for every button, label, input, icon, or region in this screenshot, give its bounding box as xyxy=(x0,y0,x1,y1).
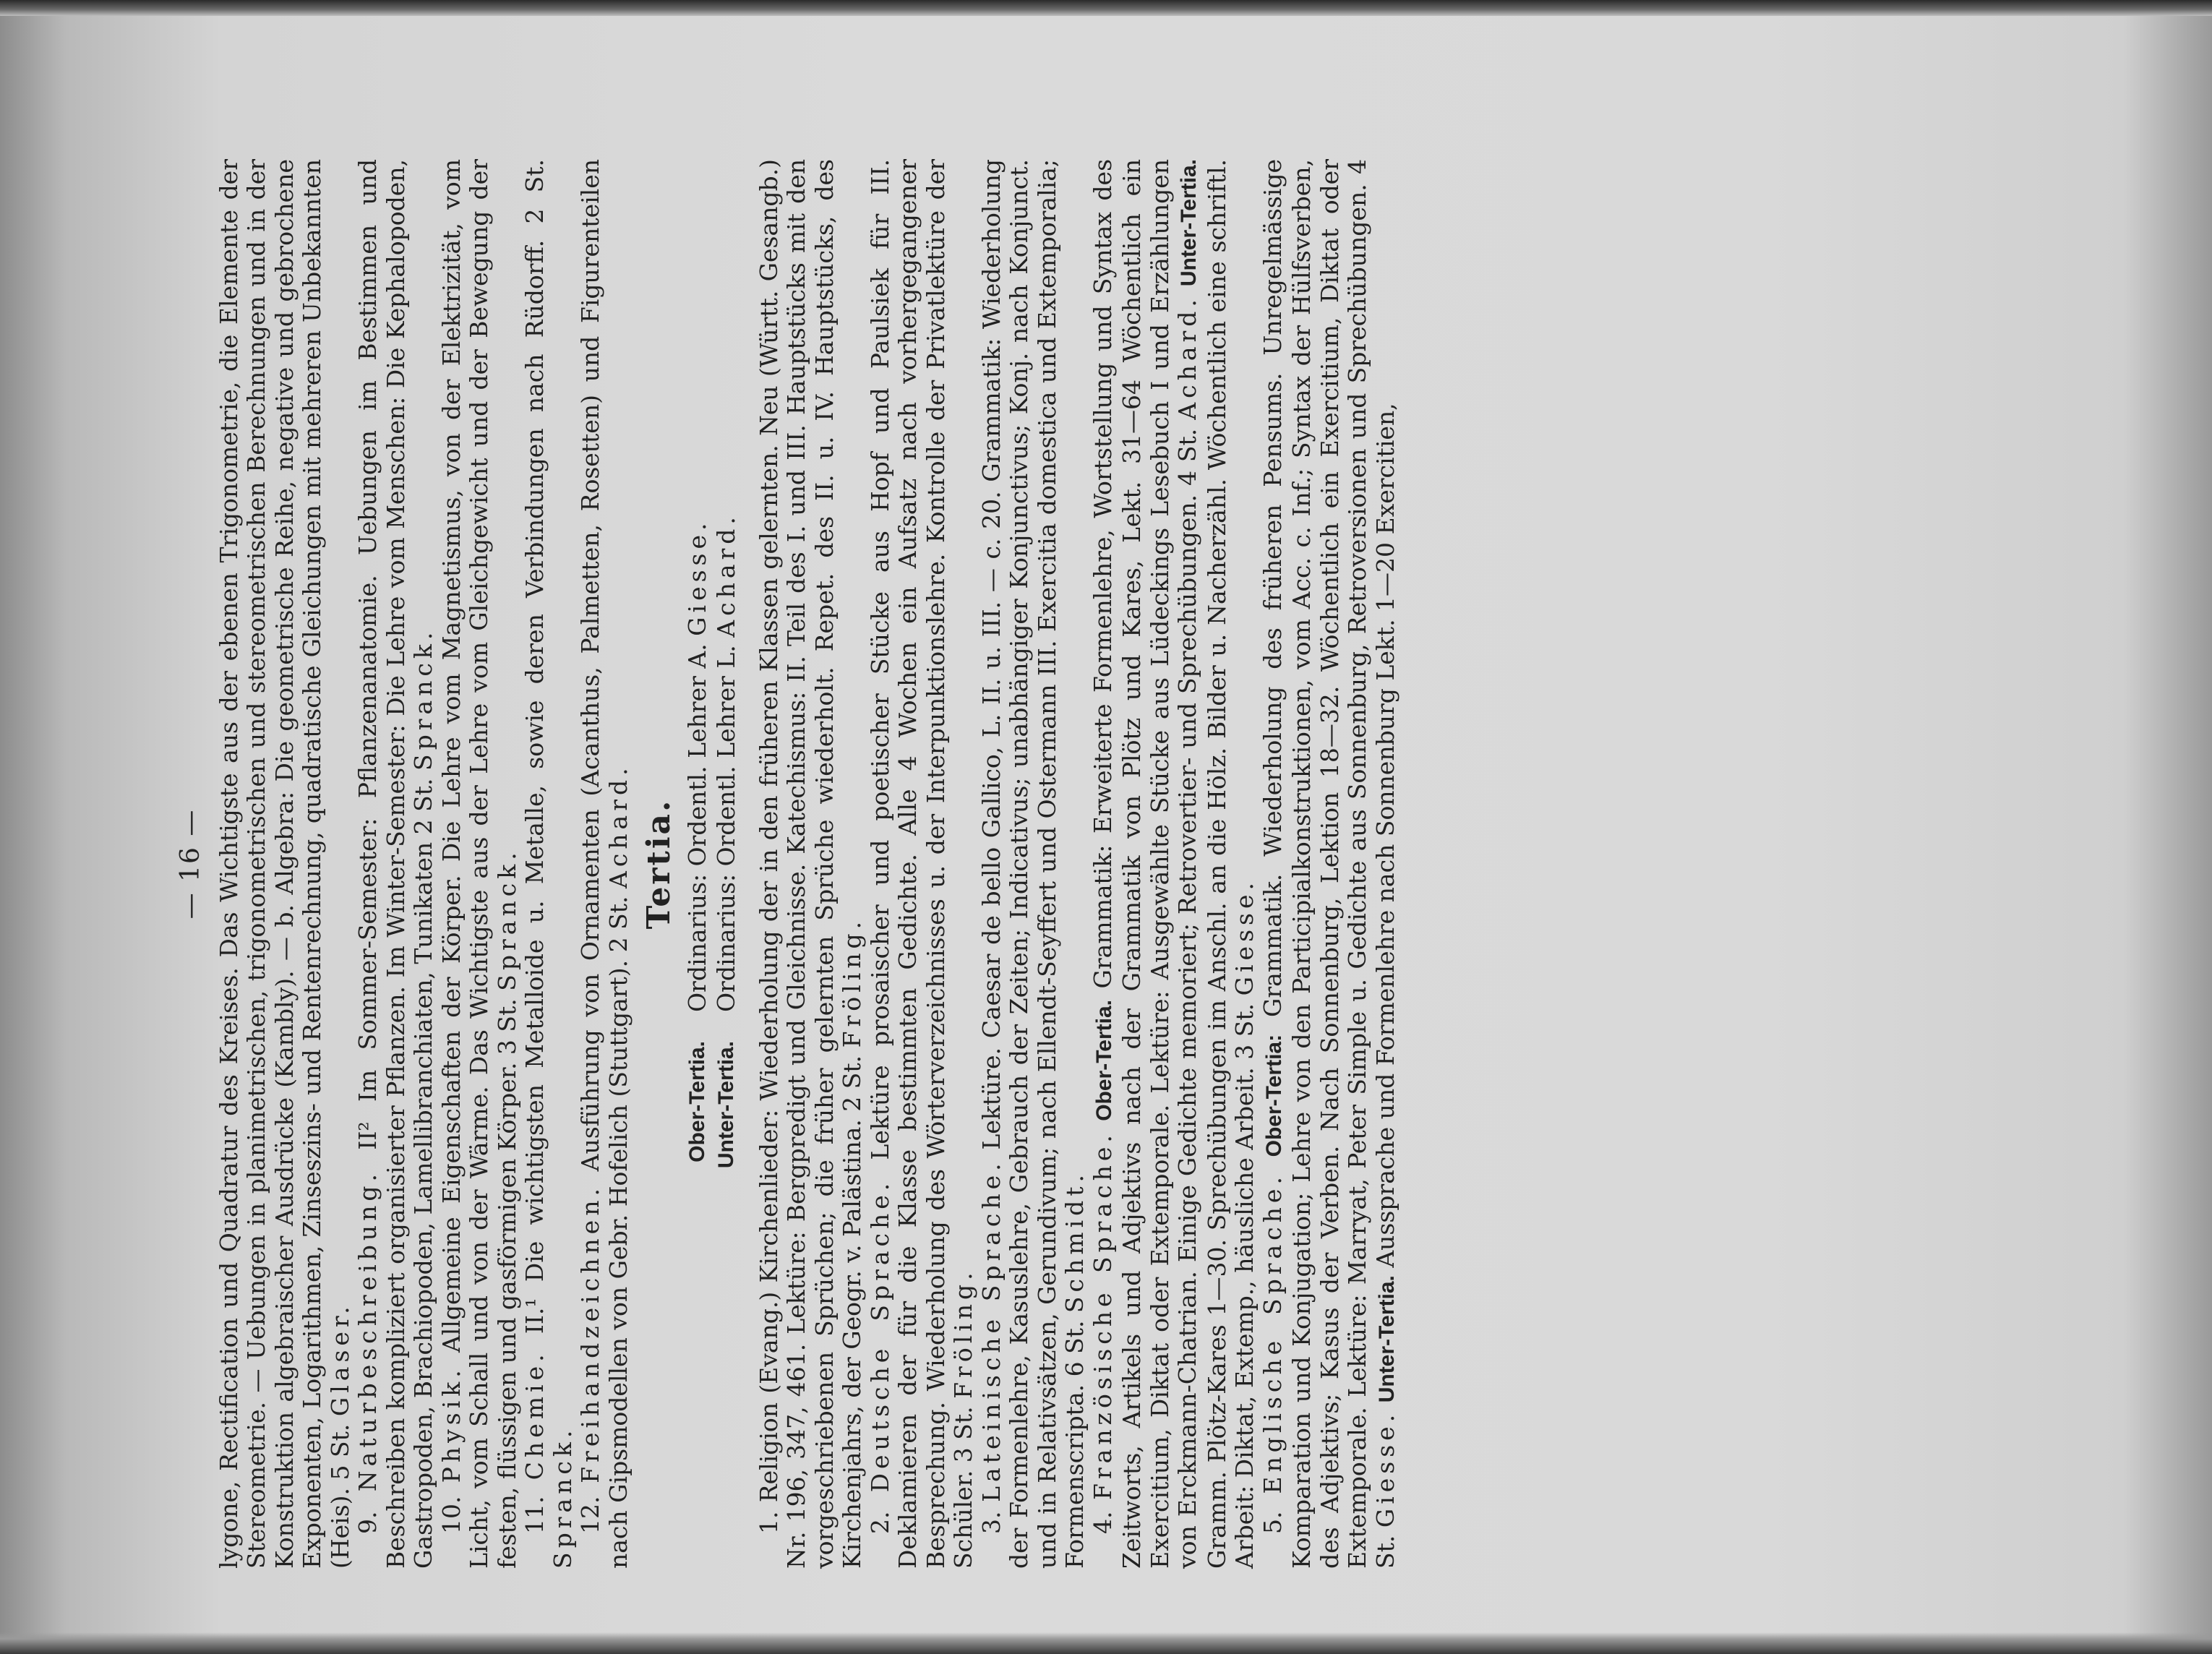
spacer xyxy=(742,159,755,1569)
section-title-tertia: Tertia. xyxy=(640,798,677,930)
geometry-text: lygone, Rectification und Quadratur des Kreises. Das Wichtigste aus der ebenen Trigonometrie, die Elemente der Stereometrie. — Uebungen in planimetrischen, trigonometrischen und stereometrischen Berechnungen und in der Konstruktion algebraischer Ausdrücke (Kambly). — b. Algebra: Die geometrische Reihe, negative und gebrochene Exponenten, Logarithmen, Zinseszins- und Rentenrechnung, quadratische Gleichungen mit mehreren Unbekannten (Heis). 5 St. xyxy=(214,159,354,1569)
ordinarius-role: Ordinarius: Ordentl. Lehrer A. xyxy=(682,635,711,1012)
ordinarius-text xyxy=(684,159,712,1012)
ordinarius-text xyxy=(713,159,741,1012)
class-label: Unter-Tertia. xyxy=(1374,1275,1399,1403)
ordinarius-unter-tertia xyxy=(713,159,741,1569)
subject-text: Grammatik. Wiederholung des früheren Pensums. Unregelmässige Komparation und Konjugation; Lehre von den Participialkonstruktionen, vom Acc. c. Inf.; Syntax der Hülfsverben, des Adjektivs; Kasus der Verben. Nach Sonnenburg, Lektion 18—32. Wöchentlich ein Exercitium, Diktat oder Extemporale. Lektüre: Marryat, Peter Simple u. Gedichte aus Sonnenburg, Retroversionen und Sprechübungen. 4 St. xyxy=(1258,158,1399,1569)
subject-text: Lektüre prosaischer und poetischer Stücke aus Hopf und Paulsiek für III. Deklamieren der für die Klasse bestimmten Gedichte. Alle 4 Wochen ein Aufsatz nach vorhergegangener Besprechung. Wiederholung des Wörterverzeichnisses u. der Interpunktionslehre. Kontrolle der Privatlektüre der Schüler. 3 St. xyxy=(865,159,977,1569)
teacher-name: Giesse. xyxy=(1230,878,1259,996)
subject-text: Aussprache und Formenlehre nach Sonnenburg Lekt. 1—20 Exercitien, xyxy=(1371,403,1399,1276)
page-number: — 16 — xyxy=(176,808,205,920)
book-edge-bottom xyxy=(0,1632,2212,1654)
religion-paragraph xyxy=(755,159,867,1569)
item-number: 2. xyxy=(865,1492,894,1534)
teacher-name: Giesse. xyxy=(1371,1410,1399,1528)
teacher-name: Achard. xyxy=(1173,295,1201,420)
item-number: 11. xyxy=(520,1480,549,1534)
item-number: 12. xyxy=(576,1483,604,1534)
subject-heading: Englische Sprache. xyxy=(1258,1173,1287,1494)
subject-text: Grammatik: Erweiterte Formenlehre, Wortstellung und Syntax des Zeitworts, Artikels und Adjektivs nach der Grammatik von Plötz und Kares, Lekt. 31—64 Wöchentlich ein Exercitium, Diktat oder Extemporale. Lektüre: Ausgewählte Stücke aus Lüdeckings Lesebuch I und Erzählungen von Erckmann-Chatrian. Einige Gedichte memoriert; Retrovertier- und Sprechübungen. 4 St. xyxy=(1088,159,1201,1569)
latein-paragraph xyxy=(978,159,1089,1569)
subject-text: II.¹ Die wichtigsten Metalloide u. Metalle, sowie deren Verbindungen nach Rüdorff. 2 St. xyxy=(520,158,549,1350)
teacher-name: Spranck. xyxy=(409,627,437,771)
deutsch-paragraph xyxy=(867,159,978,1569)
subject-heading: Naturbeschreibung. xyxy=(353,1169,382,1492)
subject-heading: Französische Sprache. xyxy=(1088,1131,1117,1501)
subject-heading: Deutsche Sprache. xyxy=(865,1178,894,1493)
subject-text: Gramm. Plötz-Kares 1—30. Sprechübungen im Anschl. an die Hölz. Bilder u. Nacherzähl. Wöchentlich eine schriftl. Arbeit: Diktat, Extemp., häusliche Arbeit. 3 St. xyxy=(1202,159,1259,1569)
geometry-teacher: Glaser. xyxy=(325,1302,354,1417)
subject-text: Kirchenlieder: Wiederholung der in den früheren Klassen gelernten. Neu (Württ. Gesangb.) Nr. 196, 347, 461. Lektüre: Bergpredigt und Gleichnisse. Katechismus: II. Teil des I. und III. Hauptstücks mit den vorgeschriebenen Sprüchen; die früher gelernten Sprüche wiederholt. Repet. des II. u. IV. Hauptstücks, des Kirchenjahrs, der Geogr. v. Palästina. 2 St. xyxy=(754,158,866,1569)
physik-paragraph xyxy=(438,159,522,1569)
chemie-paragraph xyxy=(521,159,577,1569)
item-number: 3. xyxy=(977,1501,1006,1534)
rotated-document-page xyxy=(177,159,1963,1569)
ordinarius-role: Ordinarius: Ordentl. Lehrer L. xyxy=(712,637,740,1012)
item-number: 5. xyxy=(1258,1494,1287,1534)
subject-text: II² Im Sommer-Semester: Pflanzenanatomie. Uebungen im Bestimmen und Beschreiben kompliziert organisierter Pflanzen. Im Winter-Semester: Die Lehre vom Menschen: Die Kephalopoden, Gastropoden, Brachiopoden, Lamellibranchiaten, Tunikaten 2 St. xyxy=(353,159,437,1569)
item-number: 10. xyxy=(437,1483,466,1534)
franzoesisch-paragraph xyxy=(1089,159,1259,1569)
teacher-name: Giesse. xyxy=(682,518,711,636)
ordinarius-ober-tertia xyxy=(684,159,712,1569)
subject-heading: 1. Religion (Evang.) xyxy=(754,1282,783,1534)
teacher-name: Fröling. xyxy=(949,1268,977,1399)
class-label: Ober-Tertia. xyxy=(1092,999,1116,1131)
subject-heading: Chemie. xyxy=(520,1350,549,1481)
subject-heading: Physik. xyxy=(437,1366,466,1483)
class-label: Unter-Tertia. xyxy=(714,1041,738,1169)
book-edge-top xyxy=(0,0,2212,16)
naturbeschreibung-paragraph xyxy=(354,159,438,1569)
subject-text: Lektüre. Caesar de bello Gallico, L. II. u. III. — c. 20. Grammatik: Wiederholung der Formenlehre, Kasuslehre, Gebrauch der Zeiten; Indicativus; unabhängiger Konjunctivus; Konj. nach Konjunct. und in Relativsätzen, Gerundivum; nach Ellendt-Seyffert und Ostermann III. Exercitia domestica und Extemporalia; Formenscripta. 6 St. xyxy=(977,159,1089,1569)
class-label: Ober-Tertia: xyxy=(1261,1034,1286,1173)
teacher-name: Achard. xyxy=(604,763,633,889)
teacher-name: Schmidt. xyxy=(1060,1170,1089,1314)
item-number: 4. xyxy=(1088,1500,1117,1534)
subject-text: Ausführung von Ornamenten (Acanthus, Palmetten, Rosetten) und Figurenteilen nach Gipsmodellen von Gebr. Hofelich (Stuttgart). 2 St. xyxy=(576,159,633,1569)
geometry-paragraph xyxy=(215,159,355,1569)
subject-heading: Lateinische Sprache. xyxy=(977,1159,1006,1502)
subject-text: Allgemeine Eigenschaften der Körper. Die Lehre vom Magnetismus, von der Elektrizität, vom Licht, vom Schall und von der Wärme. Das Wichtigste aus der Lehre vom Gleichgewicht und der Bewegung der festen, flüssigen und gasförmigen Körper. 3 St. xyxy=(437,159,521,1569)
englisch-paragraph xyxy=(1259,159,1402,1569)
teacher-name: Fröling. xyxy=(838,917,866,1048)
class-label: Ober-Tertia. xyxy=(685,1041,709,1162)
teacher-name: Spranck. xyxy=(492,848,521,991)
class-label: Unter-Tertia. xyxy=(1177,159,1201,287)
subject-heading: Freihandzeichnen. xyxy=(576,1184,604,1483)
teacher-name: Spranck. xyxy=(548,1426,577,1569)
freihandzeichnen-paragraph xyxy=(577,159,633,1569)
item-number: 9. xyxy=(353,1491,382,1534)
teacher-name: Achard. xyxy=(712,513,740,638)
